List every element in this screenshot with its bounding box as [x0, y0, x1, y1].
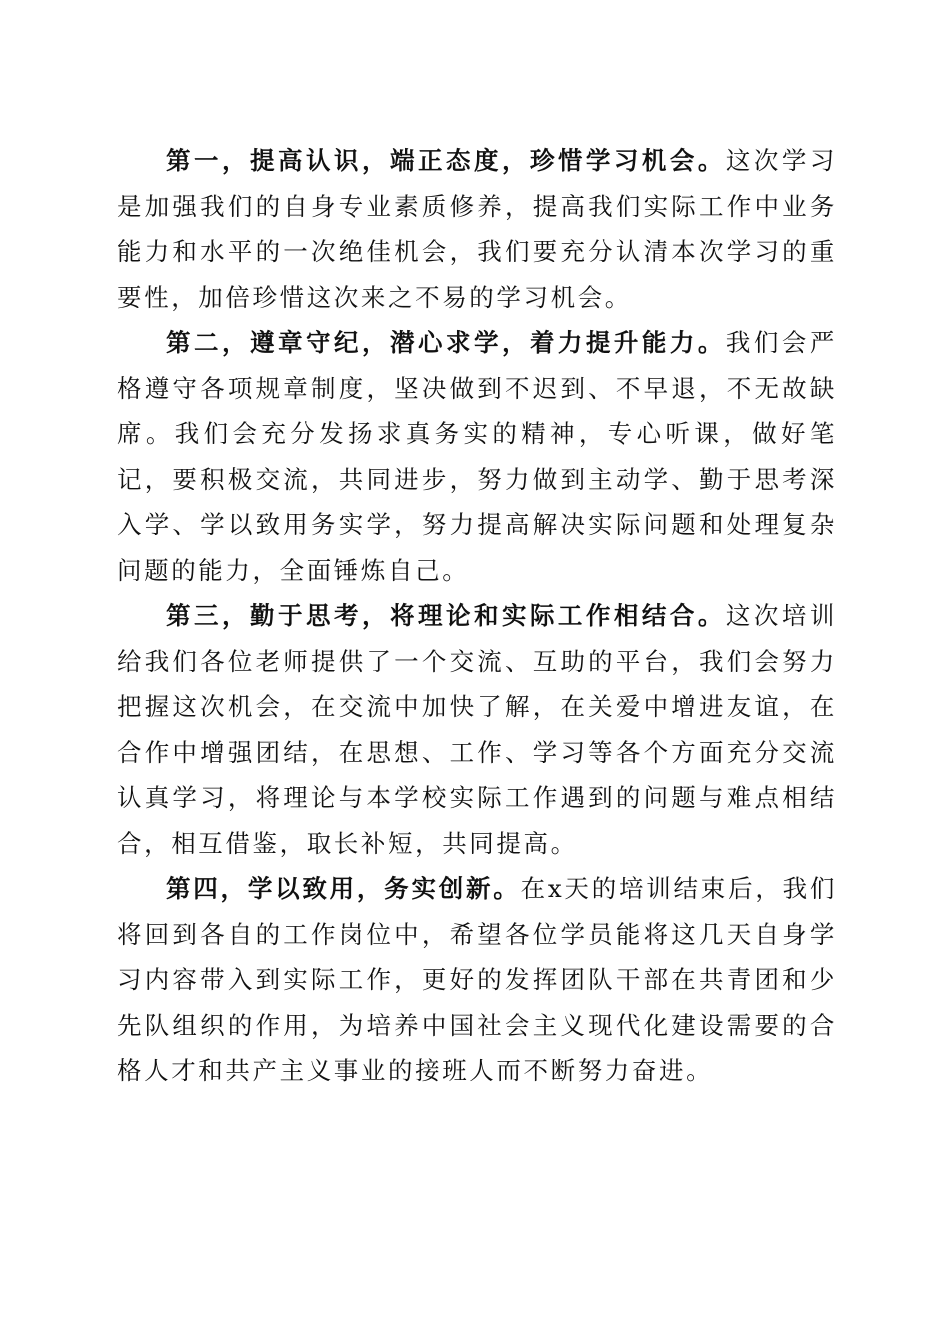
paragraph-3-heading: 第三，勤于思考，将理论和实际工作相结合。: [166, 601, 726, 630]
paragraph-2-heading: 第二，遵章守纪，潜心求学，着力提升能力。: [166, 328, 726, 357]
paragraph-1-heading: 第一，提高认识，端正态度，珍惜学习机会。: [166, 146, 726, 175]
paragraph-2: [117, 320, 837, 593]
paragraph-1: [117, 138, 837, 320]
document-body: [117, 138, 837, 1094]
paragraph-4-heading: 第四，学以致用，务实创新。: [166, 874, 521, 903]
paragraph-3-text: 这次培训给我们各位老师提供了一个交流、互助的平台，我们会努力把握这次机会，在交流中加快了解，在关爱中增进友谊，在合作中增强团结，在思想、工作、学习等各个方面充分交流认真学习，将理论与本学校实际工作遇到的问题与难点相结合，相互借鉴，取长补短，共同提高。: [117, 601, 837, 858]
paragraph-4: [117, 866, 837, 1094]
paragraph-2-text: 我们会严格遵守各项规章制度，坚决做到不迟到、不早退，不无故缺席。我们会充分发扬求真务实的精神，专心听课，做好笔记，要积极交流，共同进步，努力做到主动学、勤于思考深入学、学以致用务实学，努力提高解决实际问题和处理复杂问题的能力，全面锤炼自己。: [117, 328, 837, 585]
paragraph-4-text: 在x天的培训结束后，我们将回到各自的工作岗位中，希望各位学员能将这几天自身学习内容带入到实际工作，更好的发挥团队干部在共青团和少先队组织的作用，为培养中国社会主义现代化建设需要的合格人才和共产主义事业的接班人而不断努力奋进。: [117, 874, 837, 1085]
paragraph-3: [117, 593, 837, 866]
paragraph-1-text: 这次学习是加强我们的自身专业素质修养，提高我们实际工作中业务能力和水平的一次绝佳机会，我们要充分认清本次学习的重要性，加倍珍惜这次来之不易的学习机会。: [117, 146, 837, 312]
